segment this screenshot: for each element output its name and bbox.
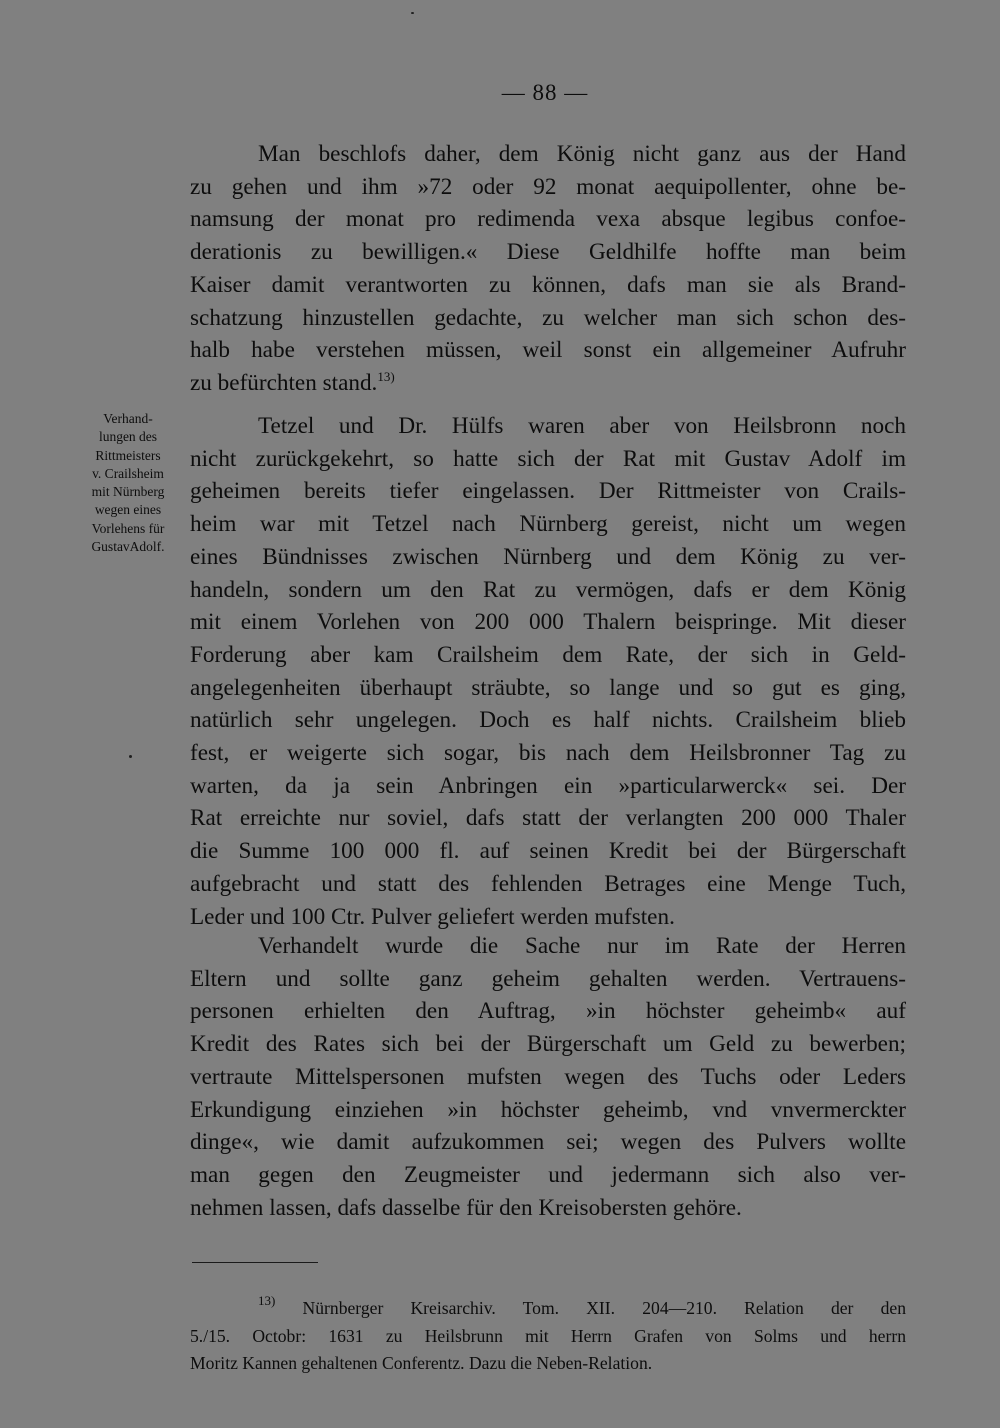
footnote-divider (192, 1262, 318, 1263)
text-line: mit einem Vorlehen von 200 000 Thalern beispringe. Mit dieser (190, 609, 906, 636)
paragraph-1 (190, 138, 906, 400)
margin-note-line: GustavAdolf. (91, 539, 165, 555)
text-line: Tetzel und Dr. Hülfs waren aber von Heilsbronn noch (258, 413, 906, 439)
text-line: die Summe 100 000 fl. auf seinen Kredit bei der Bürgerschaft (190, 838, 906, 865)
footnote (190, 1295, 906, 1378)
text-line: geheimen bereits tiefer eingelassen. Der Rittmeister von Crails- (190, 478, 906, 505)
footnote-reference: 13) (377, 368, 395, 384)
text-line: eines Bündnisses zwischen Nürnberg und dem König zu ver- (190, 543, 906, 570)
text-line: warten, da ja sein Anbringen ein »particularwerck« sei. Der (190, 772, 906, 799)
footnote-line: 5./15. Octobr: 1631 zu Heilsbrunn mit Herrn Grafen von Solms und herrn (190, 1325, 906, 1346)
text-line: Man beschlofs daher, dem König nicht ganz aus der Hand (258, 141, 906, 167)
ink-speck (411, 12, 414, 14)
margin-note-line: Vorlehens für (91, 520, 165, 536)
page-number: — 88 — (501, 80, 589, 105)
text-line: derationis zu bewilligen.« Diese Geldhilfe hoffte man beim (190, 239, 906, 266)
text-line: Eltern und sollte ganz geheim gehalten werden. Vertrauens- (190, 965, 906, 992)
text-line: handeln, sondern um den Rat zu vermögen, dafs er dem König (190, 576, 906, 603)
margin-note-line: Verhand- (103, 411, 153, 426)
text-line: personen erhielten den Auftrag, »in höchster geheimb« auf (190, 998, 906, 1025)
ink-speck (129, 755, 132, 758)
text-line: nicht zurückgekehrt, so hatte sich der Rat mit Gustav Adolf im (190, 445, 906, 472)
text-line: vertraute Mittelspersonen mufsten wegen des Tuchs oder Leders (190, 1063, 906, 1090)
paragraph-3 (190, 930, 906, 1224)
text-line: Kaiser damit verantworten zu können, dafs man sie als Brand- (190, 271, 906, 298)
margin-note (78, 410, 178, 556)
text-line: aufgebracht und statt des fehlenden Betrages eine Menge Tuch, (190, 870, 906, 897)
text-line: Leder und 100 Ctr. Pulver geliefert werden mufsten. (190, 903, 675, 930)
margin-note-line: mit Nürnberg (91, 484, 165, 500)
footnote-marker: 13) (258, 1293, 276, 1308)
text-line: Verhandelt wurde die Sache nur im Rate der Herren (258, 933, 906, 959)
paragraph-2 (190, 410, 906, 933)
text-line: Forderung aber kam Crailsheim dem Rate, der sich in Geld- (190, 641, 906, 668)
text-line: zu gehen und ihm »72 oder 92 monat aequipollenter, ohne be- (190, 173, 906, 200)
text-line: namsung der monat pro redimenda vexa absque legibus confoe- (190, 206, 906, 233)
text-line: Erkundigung einziehen »in höchster geheimb, vnd vnvermerckter (190, 1096, 906, 1123)
margin-note-line: lungen des (98, 429, 158, 445)
text-line: Kredit des Rates sich bei der Bürgerschaft um Geld zu bewerben; (190, 1031, 906, 1058)
margin-note-line: v. Crailsheim (92, 465, 164, 481)
text-line: halb habe verstehen müssen, weil sonst ein allgemeiner Aufruhr (190, 337, 906, 364)
text-line: man gegen den Zeugmeister und jedermann sich also ver- (190, 1161, 906, 1188)
text-line: Rat erreichte nur soviel, dafs statt der verlangten 200 000 Thaler (190, 805, 906, 832)
margin-note-line: wegen eines (94, 502, 162, 518)
text-line: schatzung hinzustellen gedachte, zu welcher man sich schon des- (190, 304, 906, 331)
text-line: nehmen lassen, dafs dasselbe für den Kreisobersten gehöre. (190, 1194, 742, 1221)
text-line: heim war mit Tetzel nach Nürnberg gereist, nicht um wegen (190, 511, 906, 538)
text-line: fest, er weigerte sich sogar, bis nach dem Heilsbronner Tag zu (190, 740, 906, 767)
text-line: dinge«, wie damit aufzukommen sei; wegen des Pulvers wollte (190, 1129, 906, 1156)
text-line: angelegenheiten überhaupt sträubte, so lange und so gut es ging, (190, 674, 906, 701)
text-line (190, 367, 906, 400)
margin-note-line: Rittmeisters (95, 447, 161, 463)
text-line: natürlich sehr ungelegen. Doch es half nichts. Crailsheim blieb (190, 707, 906, 734)
footnote-line (190, 1295, 906, 1323)
footnote-line: Moritz Kannen gehaltenen Conferentz. Dazu die Neben-Relation. (190, 1353, 653, 1373)
text-line-content: zu befürchten stand. (190, 369, 378, 396)
footnote-line-content: Nürnberger Kreisarchiv. Tom. XII. 204—210. Relation der den (302, 1298, 906, 1318)
